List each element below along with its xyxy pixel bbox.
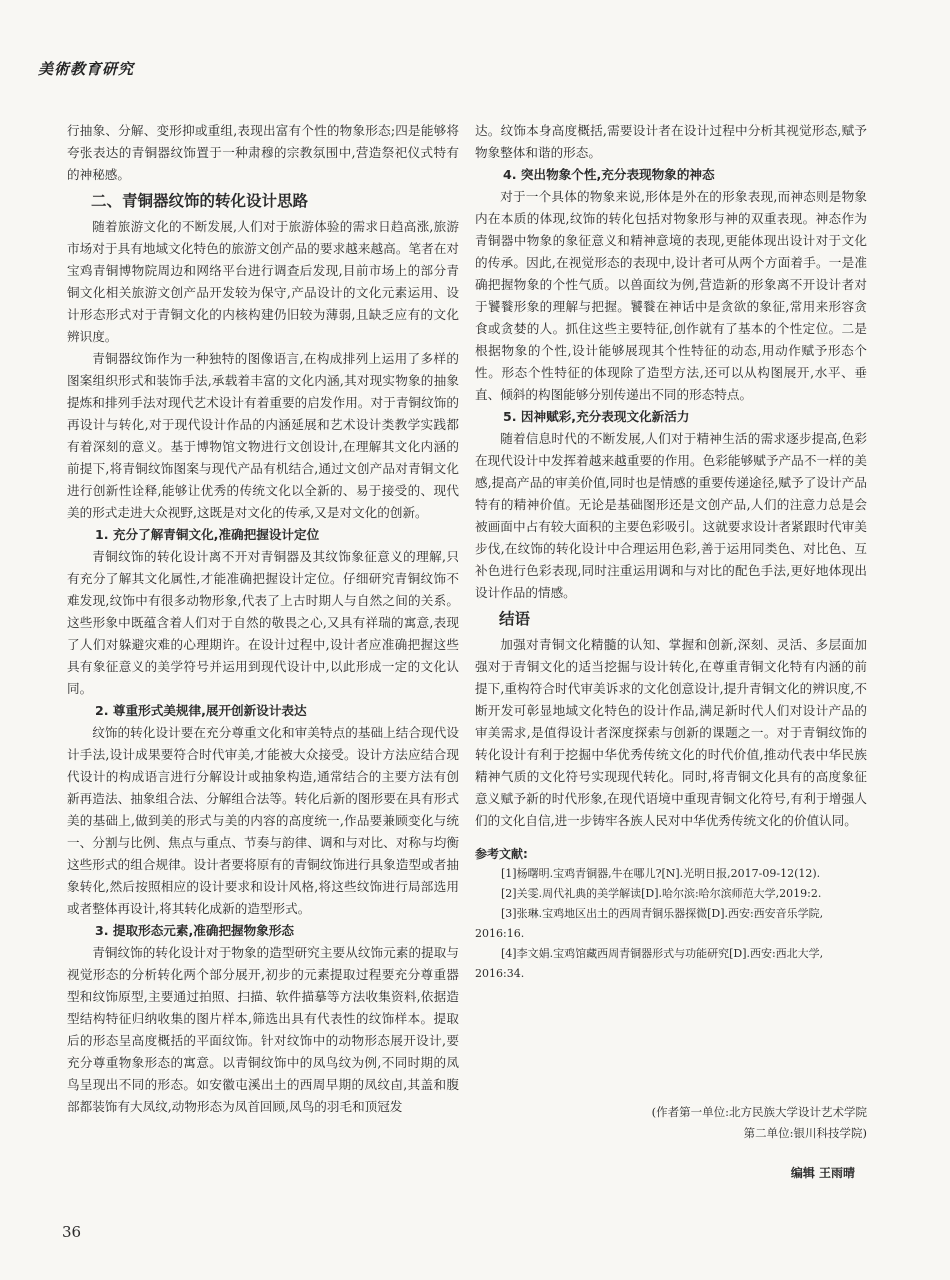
paragraph: 随着信息时代的不断发展,人们对于精神生活的需求逐步提高,色彩在现代设计中发挥着越来越重要的作用。色彩能够赋予产品不一样的美感,提高产品的审美价值,同时也是情感的重要传递途径,赋予了设计产品特有的精神价值。无论是基础图形还是文创产品,人们的注意力总是会被画面中占有较大面积的主要色彩吸引。这就要求设计者紧跟时代审美步伐,在纹饰的转化设计中合理运用色彩,善于运用同类色、对比色、互补色进行色彩表现,同时注重运用调和与对比的配色手法,更好地体现出设计作品的情感。 bbox=[475, 431, 867, 600]
affiliation-line: 第二单位:银川科技学院) bbox=[743, 1126, 867, 1140]
right-column bbox=[475, 120, 867, 984]
author-affiliation bbox=[475, 1102, 867, 1144]
paragraph: 达。纹饰本身高度概括,需要设计者在设计过程中分析其视觉形态,赋予物象整体和谐的形态。 bbox=[475, 123, 867, 160]
paragraph: 随着旅游文化的不断发展,人们对于旅游体验的需求日趋高涨,旅游市场对于具有地域文化特色的旅游文创产品的要求越来越高。笔者在对宝鸡青铜博物院周边和网络平台进行调查后发现,目前市场上的部分青铜文化相关旅游文创产品开发较为保守,产品设计的文化元素运用、设计形态形式对于青铜文化的内核构建仍旧较为薄弱,且缺乏应有的文化辨识度。 bbox=[67, 219, 459, 344]
paragraph: 行抽象、分解、变形抑或重组,表现出富有个性的物象形态;四是能够将夸张表达的青铜器纹饰置于一种肃穆的宗教氛围中,营造祭祀仪式特有的神秘感。 bbox=[67, 123, 459, 182]
left-column bbox=[67, 120, 459, 1118]
page-number: 36 bbox=[62, 1223, 82, 1241]
references-heading: 参考文献: bbox=[475, 847, 528, 861]
paragraph: 对于一个具体的物象来说,形体是外在的形象表现,而神态则是物象内在本质的体现,纹饰的转化包括对物象形与神的双重表现。神态作为青铜器中物象的象征意义和精神意境的表现,更能体现出设计对于文化的传承。因此,在视觉形态的表现中,设计者可从两个方面着手。一是准确把握物象的个性气质。以兽面纹为例,营造新的形象离不开设计者对于饕餮形象的理解与把握。饕餮在神话中是贪欲的象征,常用来形容贪食或贪婪的人。抓住这些主要特征,创作就有了基本的个性定位。二是根据物象的个性,设计能够展现其个性特征的动态,用动作赋予形态个性。形态个性特征的体现除了造型方法,还可以从构图展开,水平、垂直、倾斜的构图能够分别传递出不同的形态特点。 bbox=[475, 189, 867, 402]
paragraph: 纹饰的转化设计要在充分尊重文化和审美特点的基础上结合现代设计手法,设计成果要符合时代审美,才能被大众接受。设计方法应结合现代设计的构成语言进行分解设计或抽象构造,通常结合的主要方法有创新再造法、抽象组合法、分解组合法等。转化后新的图形要在具有形式美的基础上,做到美的形式与美的内容的高度统一,作品要兼顾变化与统一、分割与比例、焦点与重点、节奏与韵律、调和与对比、对称与均衡这些形式的组合规律。设计者要将原有的青铜纹饰进行具象造型或者抽象转化,然后按照相应的设计要求和设计风格,将这些纹饰进行局部选用或者整体再设计,将其转化成新的造型形式。 bbox=[67, 725, 459, 916]
paragraph: 青铜纹饰的转化设计离不开对青铜器及其纹饰象征意义的理解,只有充分了解其文化属性,才能准确把握设计定位。仔细研究青铜纹饰不难发现,纹饰中有很多动物形象,代表了上古时期人与自然之间的关系。这些形象中既蕴含着人们对于自然的敬畏之心,又具有祥瑞的寓意,表现了人们对躲避灾难的心理期许。在设计过程中,设计者应准确把握这些具有象征意义的美学符号并运用到现代设计中,以此形成一定的文化认同。 bbox=[67, 549, 459, 696]
subsection-heading: 4. 突出物象个性,充分表现物象的神态 bbox=[503, 167, 715, 182]
reference-item: [1]杨曙明.宝鸡青铜器,牛在哪儿?[N].光明日报,2017-09-12(12). bbox=[501, 867, 821, 880]
reference-item: [2]关雯.周代礼典的美学解读[D].哈尔滨:哈尔滨师范大学,2019:2. bbox=[501, 887, 822, 900]
references bbox=[475, 844, 867, 984]
editor-credit: 编辑 王雨晴 bbox=[790, 1166, 855, 1180]
paragraph: 青铜纹饰的转化设计对于物象的造型研究主要从纹饰元素的提取与视觉形态的分析转化两个部分展开,初步的元素提取过程要充分尊重器型和纹饰原型,主要通过拍照、扫描、软件描摹等方法收集资料,依据造型结构特征归纳收集的图片样本,筛选出具有代表性的纹饰样本。提取后的形态呈高度概括的平面纹饰。针对纹饰中的动物形态展开设计,要充分尊重物象形态的寓意。以青铜纹饰中的凤鸟纹为例,不同时期的凤鸟呈现出不同的形态。如安徽屯溪出土的西周早期的凤纹卣,其盖和腹部都装饰有大凤纹,动物形态为凤首回顾,凤鸟的羽毛和顶冠发 bbox=[67, 945, 459, 1114]
paragraph: 加强对青铜文化精髓的认知、掌握和创新,深刻、灵活、多层面加强对于青铜文化的适当挖掘与设计转化,在尊重青铜文化特有内涵的前提下,重构符合时代审美诉求的文化创意设计,提升青铜文化的辨识度,不断开发可彰显地域文化特色的设计作品,满足新时代人们对设计产品的审美需求,是值得设计者深度探索与创新的课题之一。对于青铜纹饰的转化设计有利于挖掘中华优秀传统文化的时代价值,推动代表中华民族精神气质的文化符号实现现代转化。同时,将青铜文化具有的高度象征意义赋予新的时代形象,在现代语境中重现青铜文化符号,有利于增强人们的文化自信,进一步铸牢各族人民对中华优秀传统文化的价值认同。 bbox=[475, 637, 867, 828]
subsection-heading: 3. 提取形态元素,准确把握物象形态 bbox=[95, 923, 295, 938]
paragraph: 青铜器纹饰作为一种独特的图像语言,在构成排列上运用了多样的图案组织形式和装饰手法,承载着丰富的文化内涵,其对现实物象的抽象提炼和排列手法对现代艺术设计有着重要的启发作用。对于青铜纹饰的再设计与转化,对于现代设计作品的内涵延展和艺术设计类教学实践都有着深刻的意义。基于博物馆文物进行文创设计,在理解其文化内涵的前提下,将青铜纹饰图案与现代产品有机结合,通过文创产品对青铜文化进行创新性诠释,能够让优秀的传统文化以全新的、易于接受的、现代美的形式走进大众视野,这既是对文化的传承,又是对文化的创新。 bbox=[67, 351, 459, 520]
reference-item-continued: 2016:16. bbox=[475, 927, 525, 940]
reference-item: [4]李文娟.宝鸡馆藏西周青铜器形式与功能研究[D].西安:西北大学, bbox=[501, 947, 824, 960]
reference-item-continued: 2016:34. bbox=[475, 967, 525, 980]
conclusion-heading: 结语 bbox=[499, 610, 531, 628]
subsection-heading: 1. 充分了解青铜文化,准确把握设计定位 bbox=[95, 527, 320, 542]
subsection-heading: 5. 因神赋彩,充分表现文化新活力 bbox=[503, 409, 690, 424]
journal-title: 美術教育研究 bbox=[38, 60, 135, 78]
affiliation-line: (作者第一单位:北方民族大学设计艺术学院 bbox=[651, 1105, 867, 1119]
reference-item: [3]张琳.宝鸡地区出土的西周青铜乐器探微[D].西安:西安音乐学院, bbox=[501, 907, 824, 920]
section-heading: 二、青铜器纹饰的转化设计思路 bbox=[91, 192, 309, 210]
subsection-heading: 2. 尊重形式美规律,展开创新设计表达 bbox=[95, 703, 307, 718]
